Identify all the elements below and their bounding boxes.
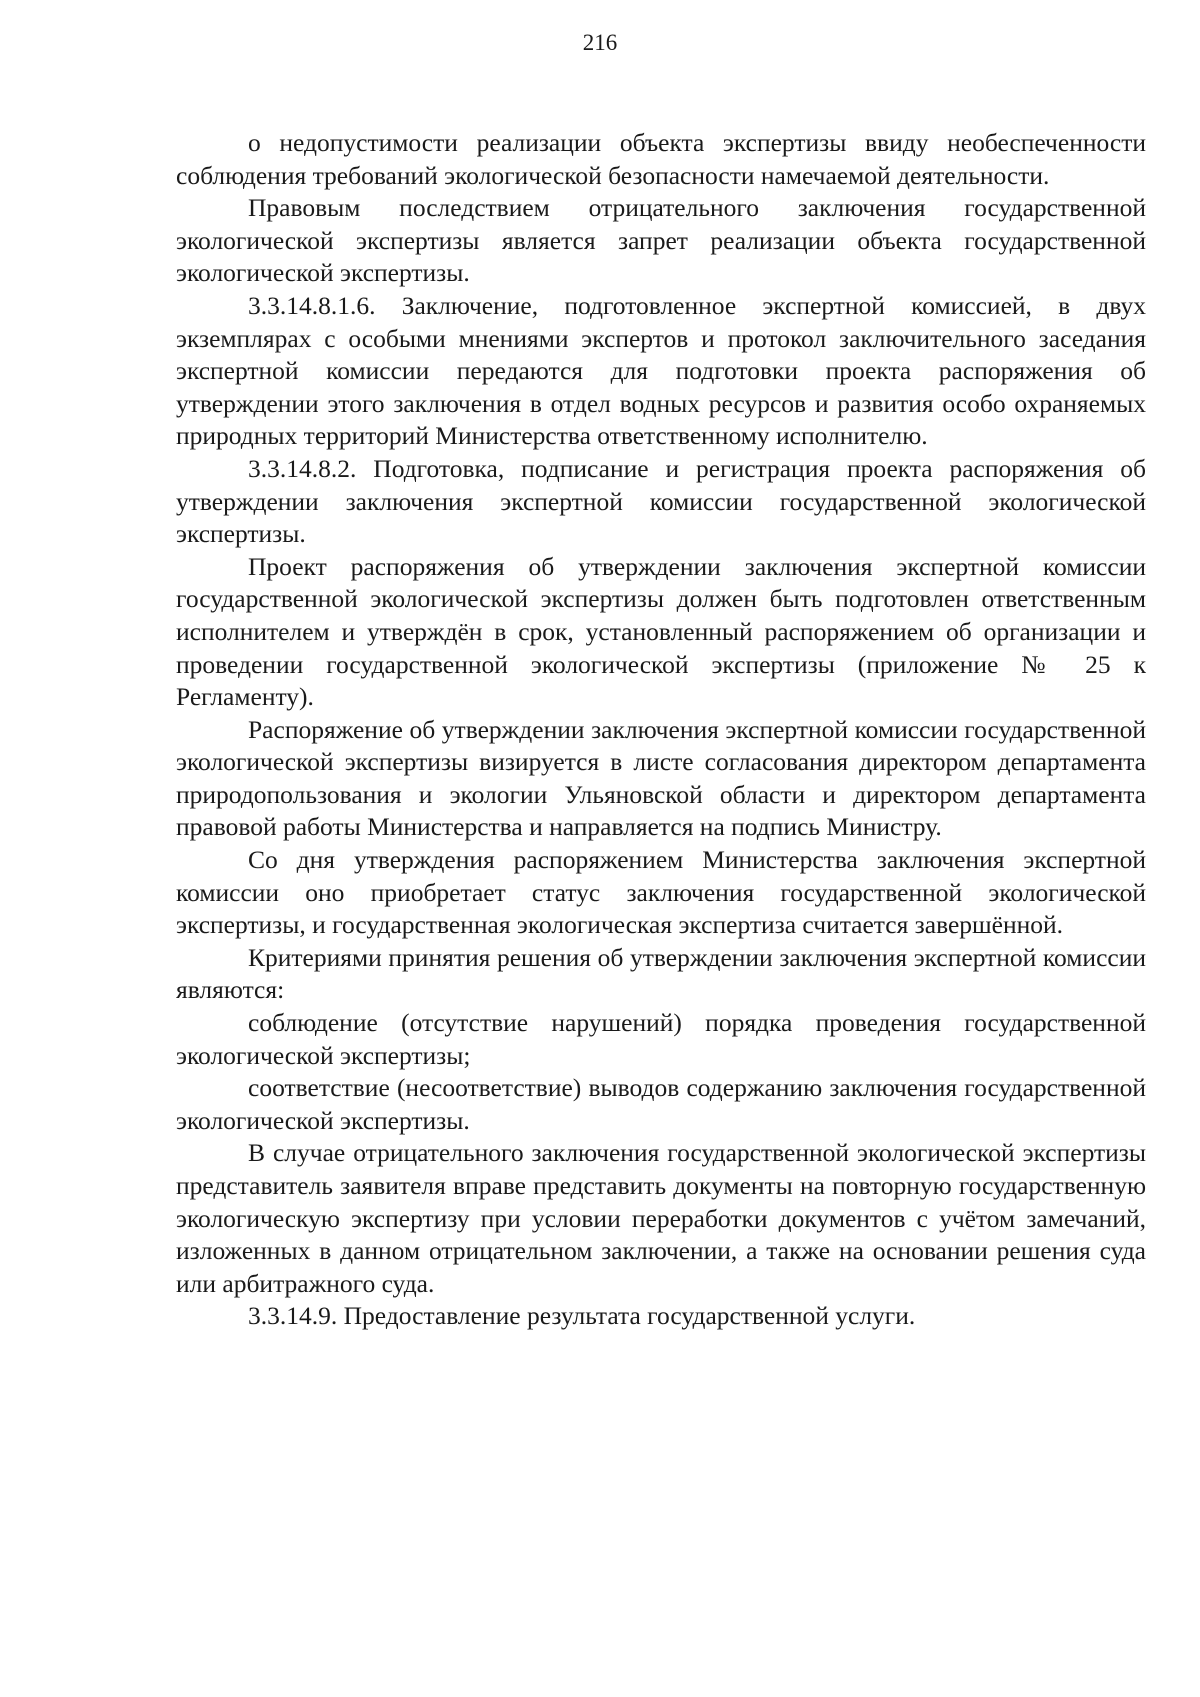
paragraph-6: Распоряжение об утверждении заключения экспертной комиссии государственной экологической экспертизы визируется в листе согласования директором департамента природопользования и экологии Ульяновской области и директором департамента правовой работы Министерства и направляется на подпись Министру.: [176, 714, 1146, 842]
paragraph-11: В случае отрицательного заключения государственной экологической экспертизы представитель заявителя вправе представить документы на повторную государственную экологическую экспертизу при условии переработки документов с учётом замечаний, изложенных в данном отрицательном заключении, а также на основании решения суда или арбитражного суда.: [176, 1138, 1146, 1298]
paragraph-1: о недопустимости реализации объекта экспертизы ввиду необеспеченности соблюдения требований экологической безопасности намечаемой деятельности.: [176, 128, 1146, 190]
paragraph-7: Со дня утверждения распоряжением Министерства заключения экспертной комиссии оно приобретает статус заключения государственной экологической экспертизы, и государственная экологическая экспертиза считается завершённой.: [176, 845, 1146, 940]
document-body: [176, 127, 1146, 1333]
paragraph-3: 3.3.14.8.1.6. Заключение, подготовленное экспертной комиссией, в двух экземплярах с особыми мнениями экспертов и протокол заключительного заседания экспертной комиссии передаются для подготовки проекта распоряжения об утверждении этого заключения в отдел водных ресурсов и развития особо охраняемых природных территорий Министерства ответственному исполнителю.: [176, 290, 1146, 451]
page-number: 216: [582, 30, 618, 55]
paragraph-12: 3.3.14.9. Предоставление результата государственной услуги.: [248, 1301, 916, 1331]
paragraph-4: 3.3.14.8.2. Подготовка, подписание и регистрация проекта распоряжения об утверждении заключения экспертной комиссии государственной экологической экспертизы.: [176, 453, 1146, 549]
paragraph-10: соответствие (несоответствие) выводов содержанию заключения государственной экологической экспертизы.: [176, 1073, 1146, 1135]
paragraph-8: Критериями принятия решения об утверждении заключения экспертной комиссии являются:: [176, 942, 1146, 1005]
paragraph-2: Правовым последствием отрицательного заключения государственной экологической экспертизы является запрет реализации объекта государственной экологической экспертизы.: [176, 193, 1146, 288]
paragraph-5: Проект распоряжения об утверждении заключения экспертной комиссии государственной экологической экспертизы должен быть подготовлен ответственным исполнителем и утверждён в срок, установленный распоряжением об организации и проведении государственной экологической экспертизы (приложение № 25 к Регламенту).: [176, 551, 1146, 712]
paragraph-9: соблюдение (отсутствие нарушений) порядка проведения государственной экологической экспертизы;: [176, 1008, 1146, 1070]
